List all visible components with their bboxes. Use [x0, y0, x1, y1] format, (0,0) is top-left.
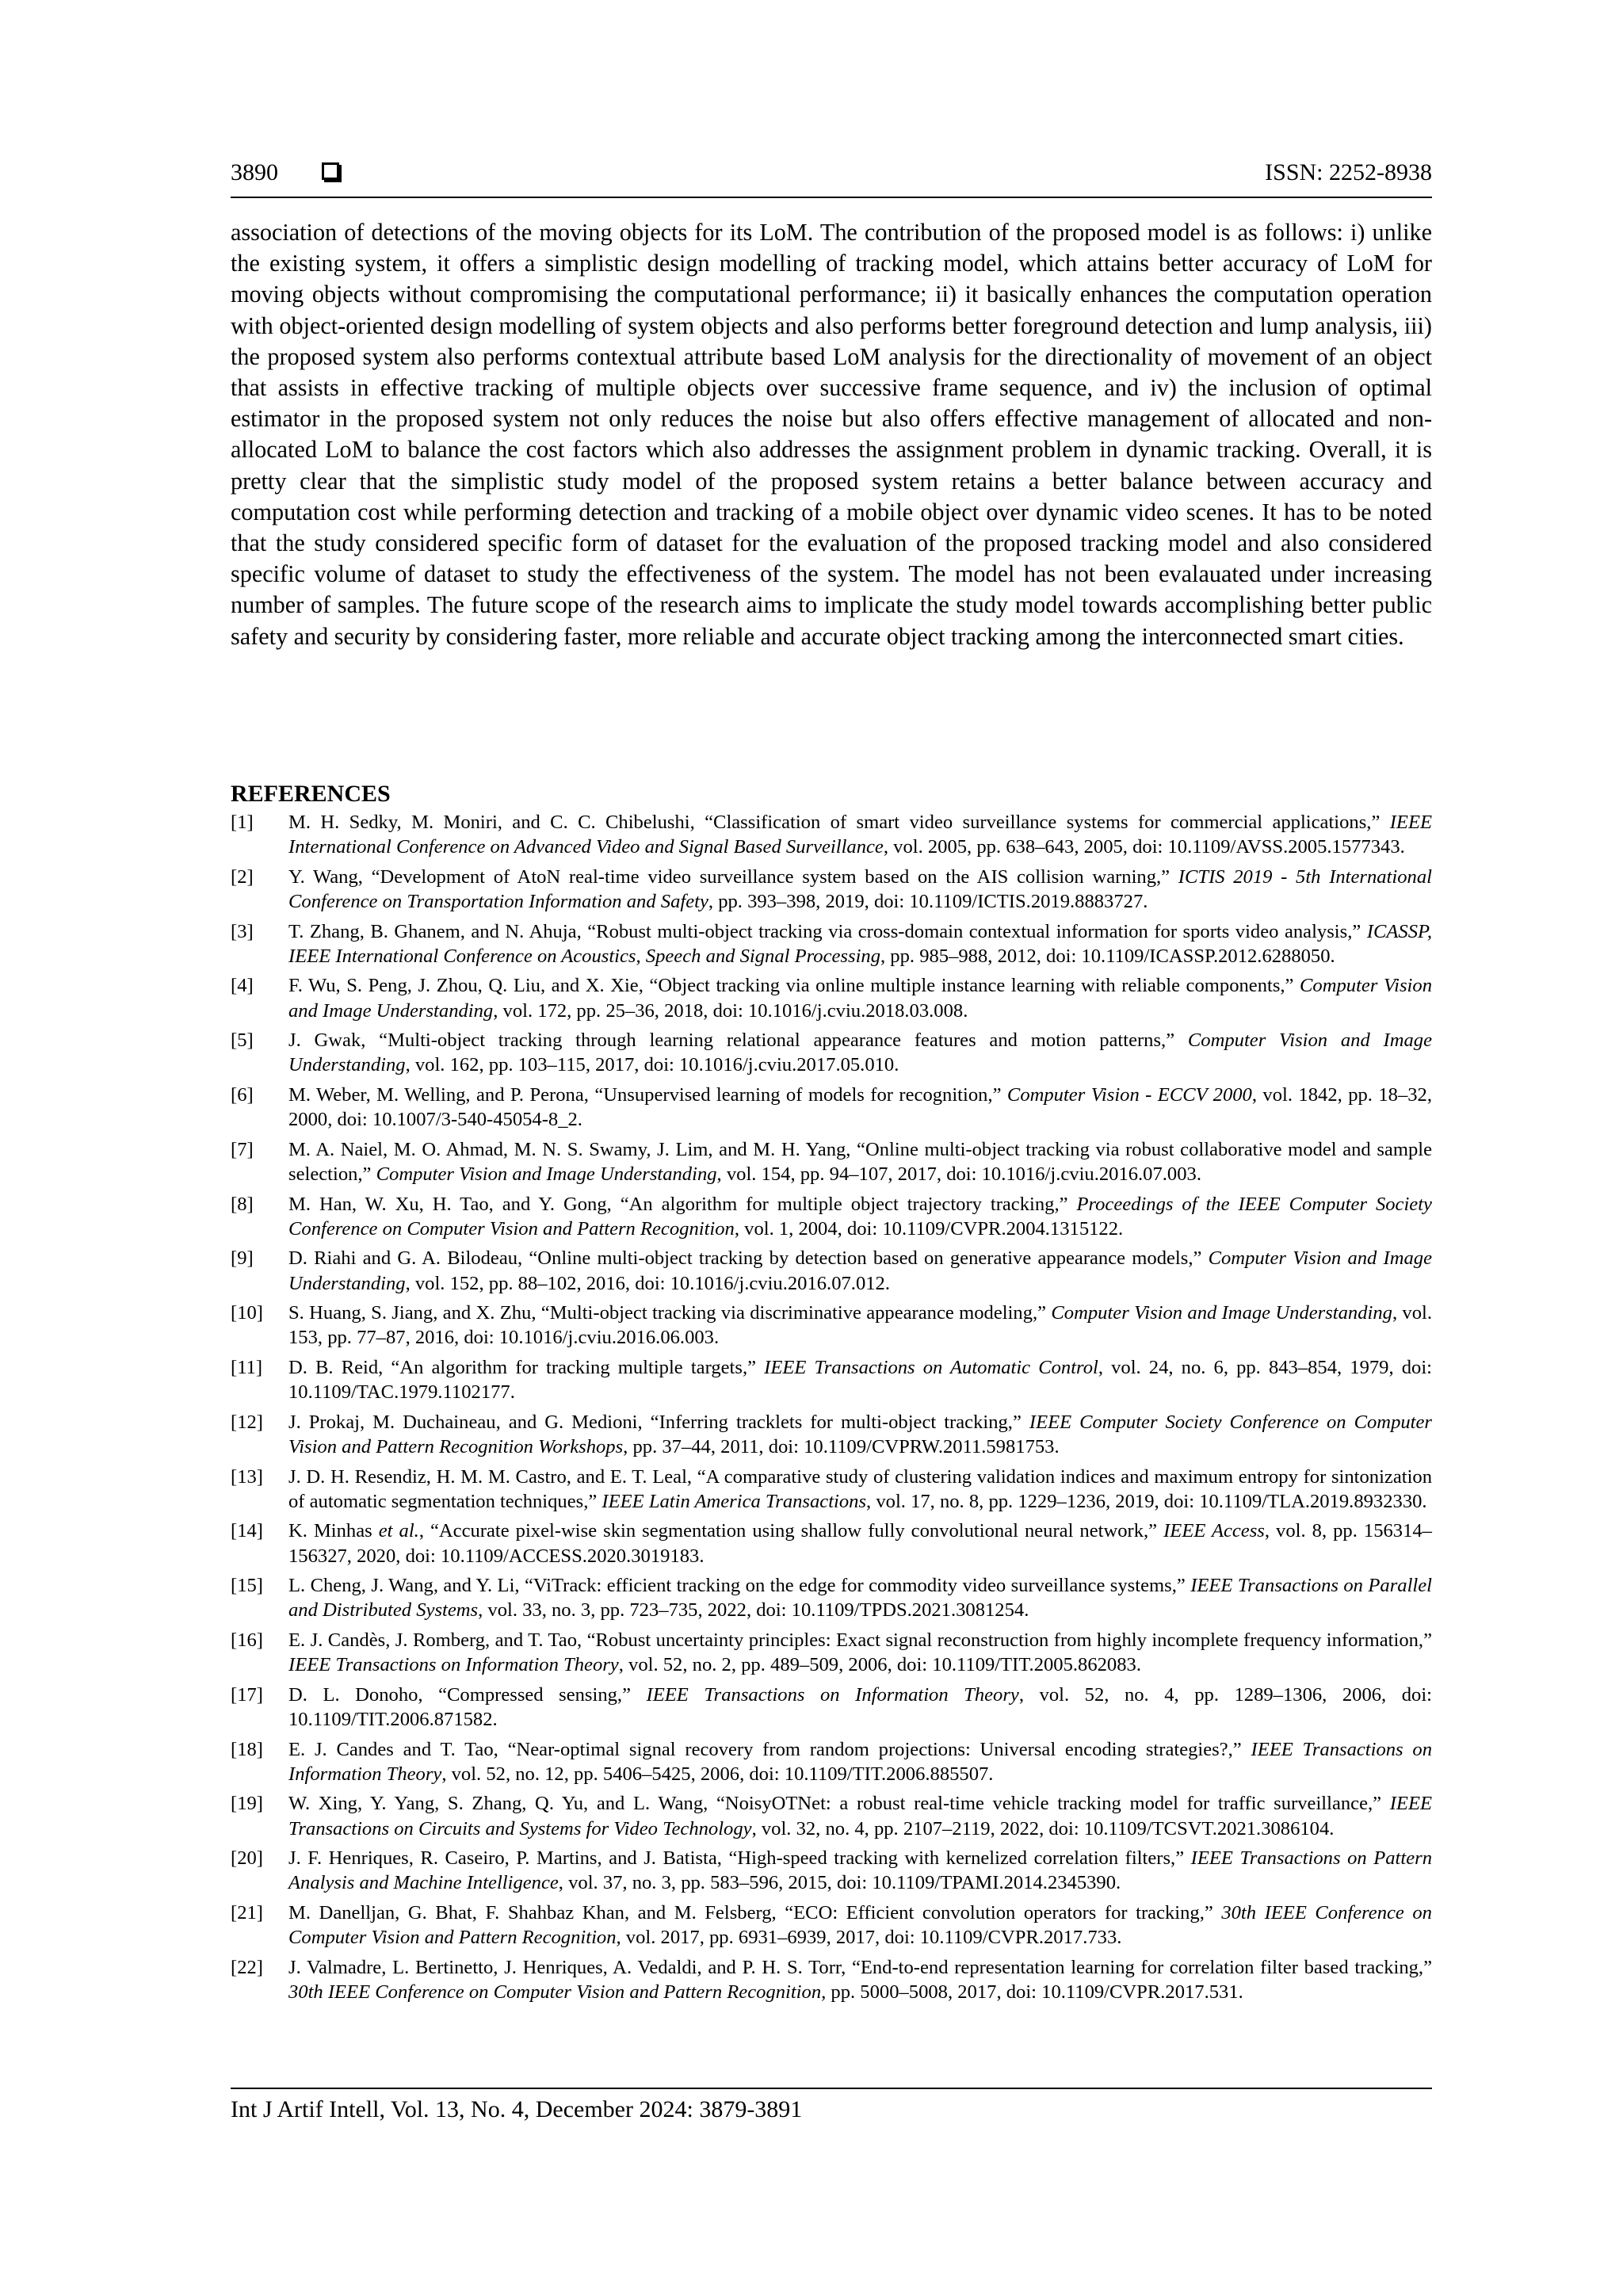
reference-text	[288, 1847, 1432, 1893]
checkbox-square-icon	[322, 162, 339, 180]
journal-citation-footer: Int J Artif Intell, Vol. 13, No. 4, December 2024: 3879-3891	[231, 2096, 803, 2122]
reference-number: [12]	[231, 1411, 263, 1433]
reference-segment: , vol. 17, no. 8, pp. 1229–1236, 2019, doi: 10.1109/TLA.2019.8932330.	[866, 1490, 1427, 1512]
reference-item	[231, 1465, 1432, 1514]
reference-segment: M. A. Naiel, M. O. Ahmad, M. N. S. Swamy, J. Lim, and M. H. Yang, “Online multi-object tracking via robust collaborative model and sample selection,”	[288, 1138, 1432, 1185]
reference-segment: , pp. 393–398, 2019, doi: 10.1109/ICTIS.2019.8883727.	[708, 891, 1148, 912]
reference-text	[288, 1957, 1432, 2003]
reference-segment: E. J. Candès, J. Romberg, and T. Tao, “Robust uncertainty principles: Exact signal reconstruction from highly incomplete frequency information,”	[288, 1629, 1432, 1651]
references-heading: REFERENCES	[231, 781, 391, 807]
reference-segment: Y. Wang, “Development of AtoN real-time video surveillance system based on the AIS collision warning,”	[288, 865, 1178, 888]
reference-item	[231, 1519, 1432, 1568]
reference-segment: , vol. 1, 2004, doi: 10.1109/CVPR.2004.1315122.	[734, 1217, 1124, 1240]
reference-venue: 30th IEEE Conference on Computer Vision and Pattern Recognition,	[288, 1981, 827, 2003]
reference-segment: L. Cheng, J. Wang, and Y. Li, “ViTrack: efficient tracking on the edge for commodity video surveillance systems,”	[288, 1575, 1191, 1597]
reference-number: [19]	[231, 1793, 263, 1815]
reference-item	[231, 1246, 1432, 1295]
reference-segment: , vol. 152, pp. 88–102, 2016, doi: 10.1016/j.cviu.2016.07.012.	[405, 1272, 890, 1294]
reference-number: [8]	[231, 1193, 254, 1215]
reference-segment: , vol. 24, no. 6, pp. 843–854, 1979, doi: 10.1109/TAC.1979.1102177.	[288, 1356, 1433, 1404]
reference-item	[231, 1901, 1432, 1950]
reference-venue: Computer Vision and Image Understanding	[288, 1030, 1432, 1076]
reference-segment: , pp. 985–988, 2012, doi: 10.1109/ICASSP.2012.6288050.	[880, 945, 1335, 967]
reference-segment: , vol. 1842, pp. 18–32, 2000, doi: 10.1007/3-540-45054-8_2.	[288, 1083, 1432, 1131]
reference-number: [3]	[231, 920, 254, 942]
reference-text	[288, 1247, 1432, 1293]
reference-item	[231, 973, 1432, 1022]
reference-segment: W. Xing, Y. Yang, S. Zhang, Q. Yu, and L. Wang, “NoisyOTNet: a robust real-time vehicle tracking model for traffic surveillance,”	[288, 1793, 1390, 1815]
reference-segment: J. Prokaj, M. Duchaineau, and G. Medioni, “Inferring tracklets for multi-object tracking,”	[288, 1411, 1029, 1433]
reference-venue: IEEE Latin America Transactions	[601, 1490, 867, 1512]
reference-number: [13]	[231, 1465, 263, 1488]
reference-segment: D. B. Reid, “An algorithm for tracking multiple targets,”	[288, 1356, 765, 1378]
reference-number: [6]	[231, 1083, 254, 1106]
issn-label: ISSN: 2252-8938	[1265, 159, 1432, 185]
reference-venue: Computer Vision - ECCV 2000	[1006, 1083, 1252, 1106]
reference-segment: , vol. 52, no. 4, pp. 1289–1306, 2006, doi: 10.1109/TIT.2006.871582.	[288, 1683, 1433, 1730]
reference-segment: pp. 5000–5008, 2017, doi: 10.1109/CVPR.2017.531.	[826, 1981, 1243, 2003]
reference-text	[288, 1084, 1432, 1130]
reference-text	[288, 1902, 1432, 1948]
reference-venue: IEEE Transactions on Parallel and Distributed Systems	[288, 1575, 1433, 1622]
reference-item	[231, 1573, 1432, 1622]
reference-venue: ICASSP, IEEE International Conference on Acoustics, Speech and Signal Processing	[288, 920, 1432, 967]
reference-venue: et al.	[378, 1520, 419, 1542]
reference-item	[231, 1737, 1432, 1786]
reference-text	[288, 1575, 1432, 1621]
reference-item	[231, 1028, 1432, 1077]
reference-segment: , vol. 153, pp. 77–87, 2016, doi: 10.1016/j.cviu.2016.06.003.	[288, 1302, 1433, 1349]
running-header	[231, 155, 1432, 193]
reference-segment: T. Zhang, B. Ghanem, and N. Ahuja, “Robust multi-object tracking via cross-domain contextual information for sports video analysis,”	[288, 920, 1367, 942]
reference-segment: M. H. Sedky, M. Moniri, and C. C. Chibelushi, “Classification of smart video surveillance systems for commercial applications,”	[288, 812, 1390, 833]
reference-venue: Computer Vision and Image Understanding	[288, 1247, 1433, 1294]
page-number: 3890	[231, 159, 278, 185]
reference-number: [10]	[231, 1302, 263, 1324]
reference-number: [14]	[231, 1520, 263, 1542]
reference-item	[231, 1192, 1432, 1241]
reference-number: [16]	[231, 1629, 263, 1651]
reference-venue: IEEE Transactions on Circuits and Systems for Video Technology	[288, 1793, 1432, 1839]
reference-segment: E. J. Candes and T. Tao, “Near-optimal signal recovery from random projections: Universal encoding strategies?,”	[288, 1738, 1251, 1760]
reference-segment: J. F. Henriques, R. Caseiro, P. Martins, and J. Batista, “High-speed tracking with kernelized correlation filters,”	[288, 1847, 1191, 1870]
reference-venue: IEEE Computer Society Conference on Computer Vision and Pattern Recognition Workshops	[288, 1411, 1432, 1457]
footer-divider	[231, 2088, 1432, 2089]
reference-segment: F. Wu, S. Peng, J. Zhou, Q. Liu, and X. Xie, “Object tracking via online multiple instance learning with reliable components,”	[288, 975, 1300, 997]
reference-segment: , vol. 154, pp. 94–107, 2017, doi: 10.1016/j.cviu.2016.07.003.	[716, 1163, 1201, 1185]
reference-number: [21]	[231, 1901, 263, 1924]
reference-item	[231, 919, 1432, 968]
reference-text	[288, 1030, 1432, 1075]
reference-item	[231, 1791, 1432, 1840]
reference-list	[231, 810, 1432, 2010]
reference-segment: K. Minhas	[288, 1520, 379, 1542]
reference-segment: , vol. 52, no. 12, pp. 5406–5425, 2006, doi: 10.1109/TIT.2006.885507.	[441, 1763, 994, 1785]
reference-text	[288, 1412, 1432, 1457]
reference-segment: J. Gwak, “Multi-object tracking through learning relational appearance features and motion patterns,”	[288, 1030, 1188, 1052]
reference-segment: , pp. 37–44, 2011, doi: 10.1109/CVPRW.2011.5981753.	[623, 1435, 1060, 1457]
reference-number: [20]	[231, 1847, 263, 1870]
reference-segment: , vol. 172, pp. 25–36, 2018, doi: 10.1016/j.cviu.2018.03.008.	[493, 999, 968, 1022]
reference-text	[288, 1302, 1432, 1348]
reference-segment: , vol. 32, no. 4, pp. 2107–2119, 2022, doi: 10.1109/TCSVT.2021.3086104.	[751, 1817, 1335, 1839]
reference-number: [11]	[231, 1356, 263, 1378]
reference-item	[231, 1083, 1432, 1132]
reference-item	[231, 1410, 1432, 1459]
reference-text	[288, 866, 1432, 912]
reference-item	[231, 1628, 1432, 1677]
journal-page	[231, 0, 1432, 2296]
reference-number: [17]	[231, 1683, 263, 1706]
reference-number: [1]	[231, 812, 254, 833]
reference-text	[288, 812, 1432, 858]
reference-segment: , “Accurate pixel-wise skin segmentation using shallow fully convolutional neural network,”	[418, 1520, 1164, 1542]
reference-segment: , vol. 52, no. 2, pp. 489–509, 2006, doi: 10.1109/TIT.2005.862083.	[618, 1654, 1141, 1676]
reference-segment: M. Weber, M. Welling, and P. Perona, “Unsupervised learning of models for recognition,”	[288, 1083, 1007, 1106]
reference-segment: M. Danelljan, G. Bhat, F. Shahbaz Khan, and M. Felsberg, “ECO: Efficient convolution operators for tracking,”	[288, 1901, 1222, 1924]
reference-number: [2]	[231, 865, 254, 888]
reference-venue: IEEE Transactions on Automatic Control	[764, 1356, 1098, 1378]
body-paragraph: association of detections of the moving objects for its LoM. The contribution of the proposed model is as follows: i) unlike the existing system, it offers a simplistic design modelling of tracking model, which attains better accuracy of LoM for moving objects without compromising the computational performance; ii) it basically enhances the computation operation with object-oriented design modelling of system objects and also performs better foreground detection and lump analysis, iii) the proposed system also performs contextual attribute based LoM analysis for the directionality of movement of an object that assists in effective tracking of multiple objects over successive frame sequence, and iv) the inclusion of optimal estimator in the proposed system not only reduces the noise but also offers effective management of allocated and non-allocated LoM to balance the cost factors which also addresses the assignment problem in dynamic tracking. Overall, it is pretty clear that the simplistic study model of the proposed system retains a better balance between accuracy and computation cost while performing detection and tracking of a mobile object over dynamic video scenes. It has to be noted that the study considered specific form of dataset for the evaluation of the proposed tracking model and also considered specific volume of dataset to study the effectiveness of the system. The model has not been evalauated under increasing number of samples. The future scope of the research aims to implicate the study model towards accomplishing better public safety and security by considering faster, more reliable and accurate object tracking among the interconnected smart cities.	[231, 219, 1432, 650]
reference-venue: Computer Vision and Image Understanding	[1051, 1302, 1392, 1324]
reference-segment: S. Huang, S. Jiang, and X. Zhu, “Multi-object tracking via discriminative appearance modeling,”	[288, 1302, 1052, 1324]
reference-number: [4]	[231, 975, 254, 997]
reference-segment: vol. 2017, pp. 6931–6939, 2017, doi: 10.1109/CVPR.2017.733.	[621, 1927, 1122, 1949]
reference-text	[288, 1194, 1432, 1240]
reference-text	[288, 1793, 1432, 1839]
reference-item	[231, 865, 1432, 914]
reference-text	[288, 1139, 1432, 1185]
reference-segment: D. L. Donoho, “Compressed sensing,”	[288, 1683, 647, 1706]
reference-text	[288, 1739, 1432, 1785]
reference-venue: Computer Vision and Image Understanding	[376, 1163, 717, 1185]
reference-text	[288, 1357, 1432, 1403]
reference-venue: IEEE Transactions on Information Theory	[288, 1738, 1432, 1785]
reference-text	[288, 1684, 1432, 1730]
reference-text	[288, 1466, 1432, 1512]
reference-item	[231, 1137, 1432, 1186]
reference-venue: IEEE International Conference on Advanced Video and Signal Based Surveillance	[288, 812, 1432, 858]
reference-item	[231, 810, 1432, 859]
reference-number: [7]	[231, 1138, 254, 1160]
reference-segment: , vol. 2005, pp. 638–643, 2005, doi: 10.1109/AVSS.2005.1577343.	[883, 836, 1405, 858]
reference-number: [22]	[231, 1956, 263, 1978]
reference-segment: , vol. 162, pp. 103–115, 2017, doi: 10.1016/j.cviu.2017.05.010.	[405, 1054, 899, 1076]
reference-venue: IEEE Transactions on Information Theory	[646, 1683, 1019, 1706]
reference-segment: , vol. 37, no. 3, pp. 583–596, 2015, doi: 10.1109/TPAMI.2014.2345390.	[558, 1872, 1121, 1894]
reference-item	[231, 1301, 1432, 1350]
reference-segment: D. Riahi and G. A. Bilodeau, “Online multi-object tracking by detection based on generative appearance models,”	[288, 1247, 1209, 1270]
header-divider	[231, 197, 1432, 198]
reference-number: [5]	[231, 1030, 254, 1052]
reference-segment: , vol. 33, no. 3, pp. 723–735, 2022, doi: 10.1109/TPDS.2021.3081254.	[478, 1599, 1029, 1622]
reference-number: [15]	[231, 1575, 263, 1597]
reference-venue: Proceedings of the IEEE Computer Society Conference on Computer Vision and Pattern Recognition	[288, 1193, 1432, 1240]
reference-item	[231, 1955, 1432, 2004]
reference-item	[231, 1846, 1432, 1895]
reference-item	[231, 1355, 1432, 1404]
reference-venue: Computer Vision and Image Understanding	[288, 975, 1432, 1022]
reference-venue: 30th IEEE Conference on Computer Vision and Pattern Recognition,	[288, 1901, 1432, 1949]
reference-venue: IEEE Transactions on Information Theory	[288, 1654, 619, 1676]
reference-venue: IEEE Access	[1163, 1520, 1265, 1542]
reference-text	[288, 921, 1432, 967]
reference-segment: J. Valmadre, L. Bertinetto, J. Henriques, A. Vedaldi, and P. H. S. Torr, “End-to-end representation learning for correlation filter based tracking,”	[288, 1956, 1432, 1978]
reference-venue: ICTIS 2019 - 5th International Conference on Transportation Information and Safety	[288, 865, 1432, 912]
reference-segment: , vol. 8, pp. 156314–156327, 2020, doi: 10.1109/ACCESS.2020.3019183.	[288, 1520, 1432, 1567]
reference-number: [9]	[231, 1247, 254, 1270]
reference-venue: IEEE Transactions on Pattern Analysis and Machine Intelligence	[288, 1847, 1432, 1894]
reference-segment: J. D. H. Resendiz, H. M. M. Castro, and E. T. Leal, “A comparative study of clustering validation indices and maximum entropy for sintonization of automatic segmentation techniques,”	[288, 1465, 1432, 1512]
reference-item	[231, 1683, 1432, 1732]
reference-number: [18]	[231, 1738, 263, 1760]
reference-segment: M. Han, W. Xu, H. Tao, and Y. Gong, “An algorithm for multiple object trajectory tracking,”	[288, 1193, 1077, 1215]
reference-text	[288, 975, 1432, 1021]
reference-text	[288, 1629, 1432, 1675]
reference-text	[288, 1520, 1432, 1566]
